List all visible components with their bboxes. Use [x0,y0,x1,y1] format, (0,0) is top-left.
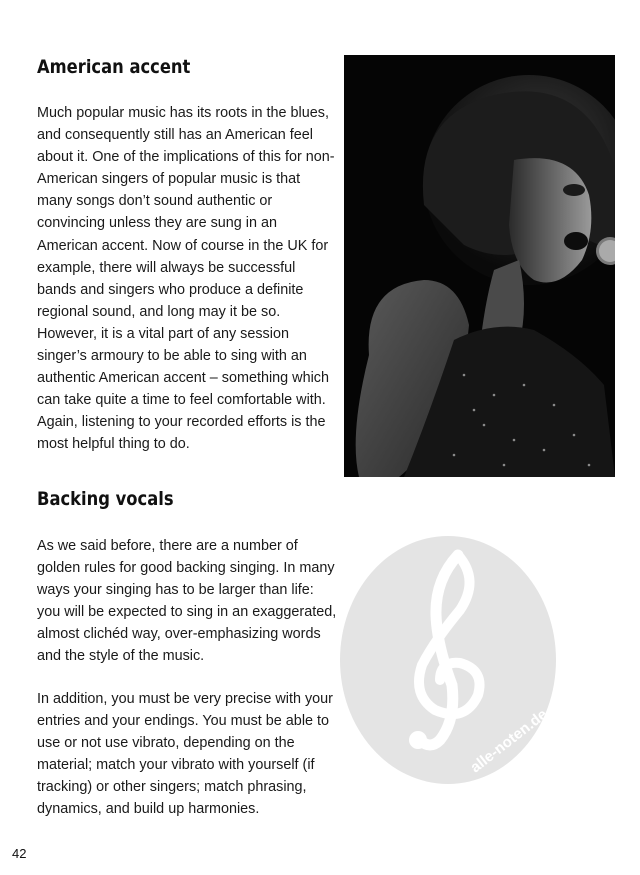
paragraph-backing-vocals-1: As we said before, there are a number of golden rules for good backing singing. In many ways your singing has to be larger than life: you will be expected to sing in an exaggerated, almost clichéd way, over-emphasizing words and the style of the music. [37,538,337,665]
page-number: 42 [12,846,27,861]
singer-silhouette [344,55,615,477]
section-heading-backing-vocals: Backing vocals [37,488,174,510]
singer-photo [344,55,615,477]
watermark [340,535,557,785]
paragraph-backing-vocals-2: In addition, you must be very precise with your entries and your endings. You must be able to use or not use vibrato, depending on the material; match your vibrato with yourself (if tracking) or other singers; match phrasing, dynamics, and build up harmonies. [37,691,333,818]
watermark-text: alle-noten.de [467,705,551,777]
paragraph-american-accent: Much popular music has its roots in the blues, and consequently still has an American feel about it. One of the implications of this for non-American singers of popular music is that many songs don’t sound authentic or convincing unless they are sung in an American accent. Now of course in the UK for example, there will always be successful bands and singers who produce a definite regional sound, and long may it be so. However, it is a vital part of any session singer’s armoury to be able to sing with an authentic American accent – something which can take quite a time to feel comfortable with. Again, listening to your recorded efforts is the most helpful thing to do. [37,105,335,453]
section-heading-american-accent: American accent [37,56,191,78]
